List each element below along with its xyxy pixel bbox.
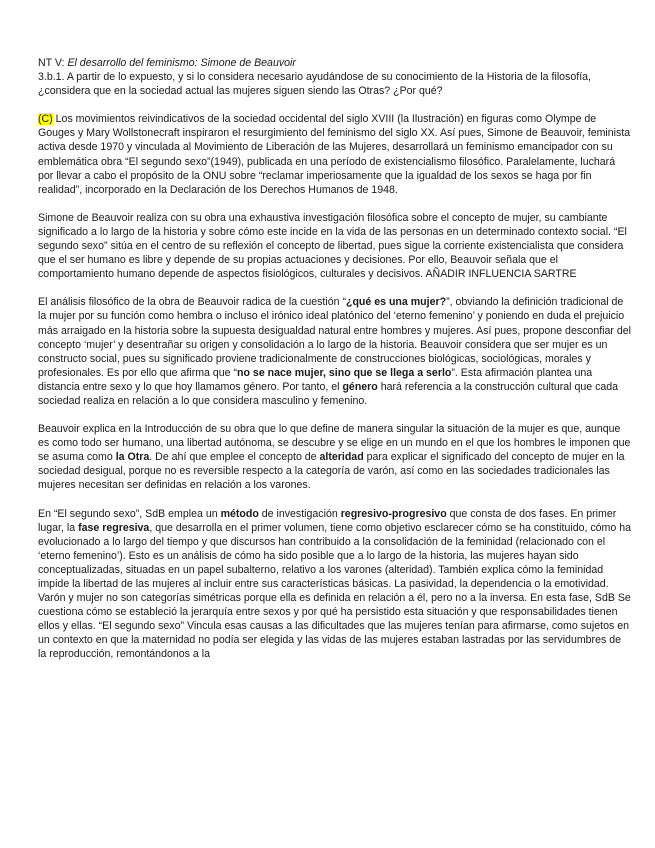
document-header xyxy=(38,56,631,70)
unit-label: NT V: xyxy=(38,57,68,69)
paragraph-text: para explicar el significado del concepto de mujer en la sociedad desigual, porque no es reversible respecto a la categoría de varón, así como en las sociedades tradicionales las mujeres necesitan ser definidas en relación a los varones. xyxy=(38,451,625,492)
paragraph-text: Los movimientos reivindicativos de la sociedad occidental del siglo XVIII (la Ilustración) en figuras como Olympe de Gouges y Mary Wollstonecraft inspiraron el resurgimiento del feminismo del siglo XX. Así pues, Simone de Beauvoir, feminista activa desde 1970 y vinculada al Movimiento de Liberación de las Mujeres, desarrollará un feminismo emancipador con su emblemática obra “El segundo sexo”(1949), publicada en una período de existencialismo filosófico. Paralelamente, luchará por llevar a cabo el propósito de la ONU sobre “reclamar imperiosamente que la igualdad de los sexos se haga por fin realidad”, incorporado en la Declaración de los Derechos Humanos de 1948. xyxy=(38,113,631,196)
paragraph-text: que consta de dos fases. En primer lugar, la xyxy=(38,507,617,534)
bold-term: alteridad xyxy=(319,451,364,464)
bold-term: método xyxy=(220,507,259,520)
paragraph-intro xyxy=(38,112,631,197)
paragraph-text: Beauvoir explica en la Introducción de su obra que lo que define de manera singular la situación de la mujer es que, aunque es como todo ser humano, una libertad autónoma, se descubre y se elige en un mundo en el que los hombres le imponen que se asuma como xyxy=(38,423,631,464)
paragraph-method xyxy=(38,507,631,662)
bold-term: no se nace mujer, sino que se llega a serlo xyxy=(237,366,452,379)
bold-term: fase regresiva xyxy=(78,521,150,534)
bold-term: la Otra xyxy=(115,451,150,464)
highlight-marker: (C) xyxy=(38,113,53,126)
paragraph-text: de investigación xyxy=(258,507,341,520)
paragraph-text: ”, obviando la definición tradicional de la mujer por su función como hembra o incluso el irónico ideal platónico del ‘eterno femenino’ y poniendo en duda el prejuicio más arraigado en la historia sobre la supuesta desigualdad natural entre hombres y mujeres. Así pues, propone desconfiar del concepto ‘mujer’ y desentrañar su origen y consolidación a lo largo de la historia. Beauvoir considera que ser mujer es un constructo social, pues su significado proviene tradicionalmente de construcciones biológicas, sociológicas, morales y profesionales. Es por ello que afirma que “ xyxy=(38,296,632,379)
bold-term: regresivo-progresivo xyxy=(340,507,447,520)
exam-question: 3.b.1. A partir de lo expuesto, y si lo considera necesario ayudándose de su conocimiento de la Historia de la filosofía, ¿considera que en la sociedad actual las mujeres siguen siendo las Otras? ¿Por qué? xyxy=(38,71,591,98)
paragraph-text: En “El segundo sexo”, SdB emplea un xyxy=(38,507,221,520)
bold-term: ¿qué es una mujer? xyxy=(345,296,447,309)
paragraph-text: . De ahí que emplee el concepto de xyxy=(149,451,320,464)
paragraph-analysis xyxy=(38,295,631,408)
paragraph-text: hará referencia a la construcción cultural que cada sociedad realiza en relación a lo que considera masculino y femenino. xyxy=(38,380,619,407)
paragraph-otherness xyxy=(38,422,631,492)
unit-title: El desarrollo del feminismo: Simone de Beauvoir xyxy=(67,57,296,69)
paragraph-text: ”. Esta afirmación plantea una distancia entre sexo y lo que hoy llamamos género. Por tanto, el xyxy=(38,366,593,393)
paragraph-text: , que desarrolla en el primer volumen, tiene como objetivo esclarecer cómo se ha constituido, cómo ha evolucionado a lo largo del tiempo y que discursos han contribuido a la consolidación de la feminidad (relacionado con el ‘eterno femenino’). Esto es un análisis de cómo ha sido posible que a lo largo de la historia, las mujeres hayan sido conceptualizadas, situadas en un papel subalterno, relativo a los varones (alteridad). También explica cómo la feminidad impide la libertad de las mujeres al incluir entre sus características básicas. La pasividad, la dependencia o la emotividad. Varón y mujer no son categorías simétricas porque ella es definida en relación a él, pero no a la inversa. En esta fase, SdB Se cuestiona cómo se estableció la jerarquía entre sexos y por qué ha persistido esta situación y que responsabilidades tienen ellos y ellas. “El segundo sexo” Vincula esas causas a las dificultades que las mujeres tenían para afirmarse, como sujetos en un contexto en que la maternidad no podía ser elegida y las vidas de las mujeres estaban lastradas por las servidumbres de la reproducción, remontándonos a la xyxy=(38,521,632,661)
paragraph-text: El análisis filosófico de la obra de Beauvoir radica de la cuestión “ xyxy=(38,296,346,309)
bold-term: género xyxy=(342,380,378,393)
paragraph-investigation: Simone de Beauvoir realiza con su obra una exhaustiva investigación filosófica sobre el concepto de mujer, su cambiante significado a lo largo de la historia y sobre cómo este incide en la vida de las personas en un determinado contexto social. “El segundo sexo” sitúa en el centro de su reflexión el concepto de libertad, pues sigue la corriente existencialista que considera que el ser humano es libre y depende de su propias actuaciones y decisiones. Por ello, Beauvoir señala que el comportamiento humano depende de aspectos fisiológicos, culturales y decisivos. AÑADIR INFLUENCIA SARTRE xyxy=(38,211,627,281)
